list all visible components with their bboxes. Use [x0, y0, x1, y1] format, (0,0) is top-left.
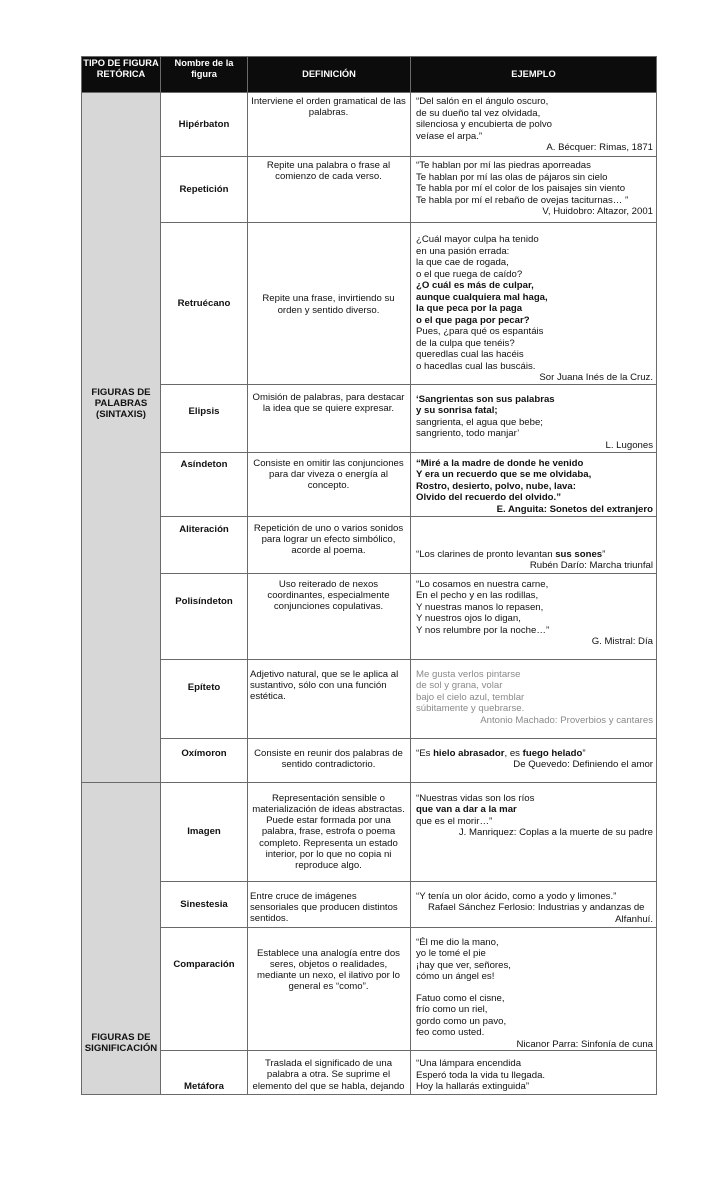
definition-text: Uso reiterado de nexos coordinantes, especialmente conjunciones copulativas. [267, 578, 390, 613]
figure-name [161, 452, 248, 516]
example-author: Antonio Machado: Proverbios y cantares [480, 714, 653, 726]
example-line: Te habla por mí el color de los paisajes sin viento [416, 183, 626, 194]
example-text: , es [504, 747, 523, 759]
figure-name [161, 659, 248, 738]
example-line: ¿O cuál es más de culpar, [416, 280, 534, 291]
example-line: “Miré a la madre de donde he venido [416, 457, 584, 469]
example-line: “Una lámpara encendida [416, 1058, 522, 1069]
category-cell-sintaxis [82, 93, 161, 783]
example-cell [411, 93, 657, 157]
figure-name [161, 881, 248, 927]
example-cell [411, 516, 657, 573]
figure-name [161, 223, 248, 385]
example-line: en una pasión errada: [416, 245, 510, 257]
figure-name-text: Retruécano [177, 297, 231, 309]
example-text: ” [602, 548, 606, 560]
example-line: feo como usted. [416, 1027, 485, 1038]
header-nombre-label: Nombre de la figura [174, 58, 234, 79]
table-row [82, 738, 657, 782]
table-row [82, 573, 657, 659]
figure-name [161, 738, 248, 782]
example-author: Sor Juana Inés de la Cruz. [539, 372, 653, 383]
example-cell [411, 223, 657, 385]
example-line: “Del salón en el ángulo oscuro, [416, 96, 549, 107]
example-line: cómo un ángel es! [416, 971, 495, 982]
header-tipo [82, 57, 161, 93]
example-line: “Lo cosamos en nuestra carne, [416, 578, 549, 590]
definition-text: Representación sensible o materialización de ideas abstractas. Puede estar formada por una palabra, frase, estrofa o poema completo. Representa un estado interior, por lo que no copia ni reproduce algo. [252, 792, 405, 872]
category-cell-significacion [82, 782, 161, 1095]
table-row [82, 93, 657, 157]
rhetorical-figures-table-page [81, 56, 656, 1095]
example-line: “Y tenía un olor ácido, como a yodo y limones.” [416, 890, 617, 902]
example-line [416, 748, 653, 760]
figure-name-text: Asíndeton [180, 458, 228, 470]
table-header-row [82, 57, 657, 93]
table-row [82, 452, 657, 516]
example-line: Fatuo como el cisne, [416, 992, 505, 1004]
example-line: Hoy la hallarás extinguida” [416, 1081, 530, 1092]
example-text: “Es [416, 747, 434, 759]
example-line: Y nos relumbre por la noche…” [416, 624, 550, 636]
figure-name [161, 157, 248, 223]
table-row [82, 782, 657, 881]
definition-cell [248, 384, 411, 452]
example-line: y su sonrisa fatal; [416, 405, 498, 416]
example-line: Rostro, desierto, polvo, nube, lava: [416, 480, 576, 492]
example-author: De Quevedo: Definiendo el amor [513, 759, 653, 770]
example-line: de su dueño tal vez olvidada, [416, 107, 541, 119]
definition-text: Repite una frase, invirtiendo su orden y sentido diverso. [262, 293, 395, 316]
example-line: frío como un riel, [416, 1004, 488, 1015]
figure-name-text: Aliteración [179, 523, 229, 535]
definition-cell [248, 659, 411, 738]
example-author: Rubén Darío: Marcha triunfal [529, 560, 653, 571]
table-row [82, 1051, 657, 1095]
example-line: o el que paga por pecar? [416, 314, 530, 326]
example-line: o hacedlas cual las buscáis. [416, 360, 536, 372]
example-line: que van a dar a la mar [416, 804, 517, 815]
example-cell [411, 157, 657, 223]
example-cell [411, 384, 657, 452]
example-line: ‘Sangrientas son sus palabras [416, 393, 555, 405]
example-author: Nicanor Parra: Sinfonía de cuna [516, 1038, 653, 1050]
example-line: de la culpa que tenéis? [416, 337, 515, 349]
example-line: Esperó toda la vida tu llegada. [416, 1069, 546, 1081]
figure-name-text: Repetición [179, 184, 229, 195]
definition-text: Adjetivo natural, que se le aplica al sustantivo, sólo con una función estética. [250, 668, 399, 703]
example-line: Y era un recuerdo que se me olvidaba, [416, 469, 592, 480]
table-row [82, 384, 657, 452]
figure-name-text: Comparación [173, 958, 235, 970]
figure-name [161, 573, 248, 659]
rhetorical-figures-table [81, 56, 657, 1095]
figure-name [161, 927, 248, 1051]
example-line: de sol y grana, volar [416, 680, 503, 691]
definition-cell [248, 782, 411, 881]
figure-name [161, 1051, 248, 1095]
figure-name-text: Imagen [187, 826, 221, 837]
definition-text: Traslada el significado de una palabra a otra. Se suprime el elemento del que se habla, dejando [252, 1058, 405, 1092]
definition-text: Repite una palabra o frase al comienzo de cada verso. [266, 160, 391, 183]
figure-name-text: Sinestesia [180, 898, 228, 910]
example-cell [411, 452, 657, 516]
example-bold-text: sus sones [555, 548, 603, 560]
example-line: ¿Cuál mayor culpa ha tenido [416, 234, 539, 245]
example-bold-text: hielo abrasador [433, 747, 505, 759]
header-nombre [161, 57, 248, 93]
figure-name-text: Epíteto [187, 681, 221, 693]
example-line: gordo como un pavo, [416, 1015, 507, 1027]
example-line: sangriento, todo manjar’ [416, 428, 520, 439]
example-cell [411, 881, 657, 927]
definition-cell [248, 157, 411, 223]
example-line: silenciosa y encubierta de polvo [416, 119, 552, 130]
example-line: Y nuestras manos lo repasen, [416, 601, 544, 613]
category-sintaxis: FIGURAS DE PALABRAS (SINTAXIS) [91, 387, 151, 420]
example-line: Te hablan por mí las olas de pájaros sin cielo [416, 171, 608, 183]
example-line: que es el morir…” [416, 815, 493, 827]
figure-name [161, 93, 248, 157]
definition-text: Consiste en reunir dos palabras de sentido contradictorio. [254, 747, 403, 770]
definition-text: Entre cruce de imágenes sensoriales que producen distintos sentidos. [250, 890, 398, 925]
figure-name [161, 384, 248, 452]
definition-cell [248, 881, 411, 927]
example-author: V, Huidobro: Altazor, 2001 [542, 206, 653, 217]
example-author: A. Bécquer: Rimas, 1871 [546, 142, 653, 153]
table-row [82, 223, 657, 385]
stanza-gap [416, 983, 653, 993]
table-row [82, 927, 657, 1051]
header-tipo-label: TIPO DE FIGURA RETÓRICA [83, 58, 159, 79]
example-line: Te habla por mí el rebaño de ovejas taciturnas… ” [416, 194, 629, 206]
definition-cell [248, 927, 411, 1051]
example-line: “Nuestras vidas son los ríos [416, 792, 535, 804]
definition-text: Consiste en omitir las conjunciones para dar viveza o energía al concepto. [253, 457, 404, 492]
definition-cell [248, 93, 411, 157]
example-line: la que cae de rogada, [416, 257, 509, 268]
header-ejemplo-label: EJEMPLO [511, 69, 556, 80]
definition-text: Establece una analogía entre dos seres, objetos o realidades, mediante un nexo, el ilativo por lo general es “como”. [257, 947, 400, 993]
table-row [82, 516, 657, 573]
example-author: Rafael Sánchez Ferlosio: Industrias y andanzas de [428, 902, 645, 913]
example-line: Pues, ¿para qué os espantáis [416, 326, 544, 337]
example-line: Me gusta verlos pintarse [416, 668, 521, 680]
example-text: “Los clarines de pronto levantan [416, 548, 556, 560]
table-row [82, 659, 657, 738]
example-line: súbitamente y quebrarse. [416, 703, 525, 714]
definition-cell [248, 1051, 411, 1095]
example-author: E. Anguita: Sonetos del extranjero [496, 503, 653, 515]
example-author: L. Lugones [605, 439, 653, 451]
figure-name [161, 516, 248, 573]
header-definicion [248, 57, 411, 93]
example-line: En el pecho y en las rodillas, [416, 590, 539, 601]
example-author: G. Mistral: Día [591, 636, 653, 647]
example-line: aunque cualquiera mal haga, [416, 291, 548, 303]
example-cell [411, 927, 657, 1051]
example-cell [411, 738, 657, 782]
example-line: veíase el arpa.” [416, 130, 483, 142]
example-line: Olvido del recuerdo del olvido.” [416, 492, 561, 503]
table-row [82, 881, 657, 927]
example-cell [411, 782, 657, 881]
figure-name-text: Metáfora [184, 1081, 224, 1092]
header-ejemplo [411, 57, 657, 93]
definition-text: Interviene el orden gramatical de las palabras. [251, 96, 406, 119]
example-cell [411, 1051, 657, 1095]
definition-cell [248, 516, 411, 573]
definition-text: Omisión de palabras, para destacar la idea que se quiere expresar. [252, 391, 405, 414]
example-author: J. Manriquez: Coplas a la muerte de su padre [458, 827, 653, 838]
definition-text: Repetición de uno o varios sonidos para lograr un efecto simbólico, acorde al poema. [253, 522, 404, 557]
definition-cell [248, 573, 411, 659]
definition-cell [248, 738, 411, 782]
example-bold-text: fuego helado [522, 747, 583, 759]
example-line: queredlas cual las hacéis [416, 349, 524, 360]
figure-name-text: Polisíndeton [175, 595, 233, 607]
example-line: bajo el cielo azul, temblar [416, 691, 525, 703]
example-cell [411, 573, 657, 659]
example-line: sangrienta, el agua que bebe; [416, 416, 543, 428]
example-line: “Él me dio la mano, [416, 936, 499, 948]
figure-name-text: Hipérbaton [178, 119, 230, 130]
header-definicion-label: DEFINICIÓN [302, 69, 356, 80]
category-significacion: FIGURAS DE SIGNIFICACIÓN [84, 1031, 158, 1054]
example-cell [411, 659, 657, 738]
example-line: Y nuestros ojos lo digan, [416, 613, 521, 624]
table-row [82, 157, 657, 223]
definition-cell [248, 452, 411, 516]
example-line: ¡hay que ver, señores, [416, 959, 511, 971]
figure-name-text: Oxímoron [181, 747, 227, 759]
example-line [416, 549, 653, 561]
figure-name [161, 782, 248, 881]
figure-name-text: Elipsis [188, 405, 220, 417]
example-author: Alfanhuí. [615, 913, 653, 925]
example-line: o el que ruega de caído? [416, 268, 523, 280]
example-text: ” [582, 747, 586, 759]
example-line: yo le tomé el pie [416, 948, 486, 959]
example-line: “Te hablan por mí las piedras aporreadas [416, 160, 591, 171]
example-line: la que peca por la paga [416, 303, 523, 314]
definition-cell [248, 223, 411, 385]
